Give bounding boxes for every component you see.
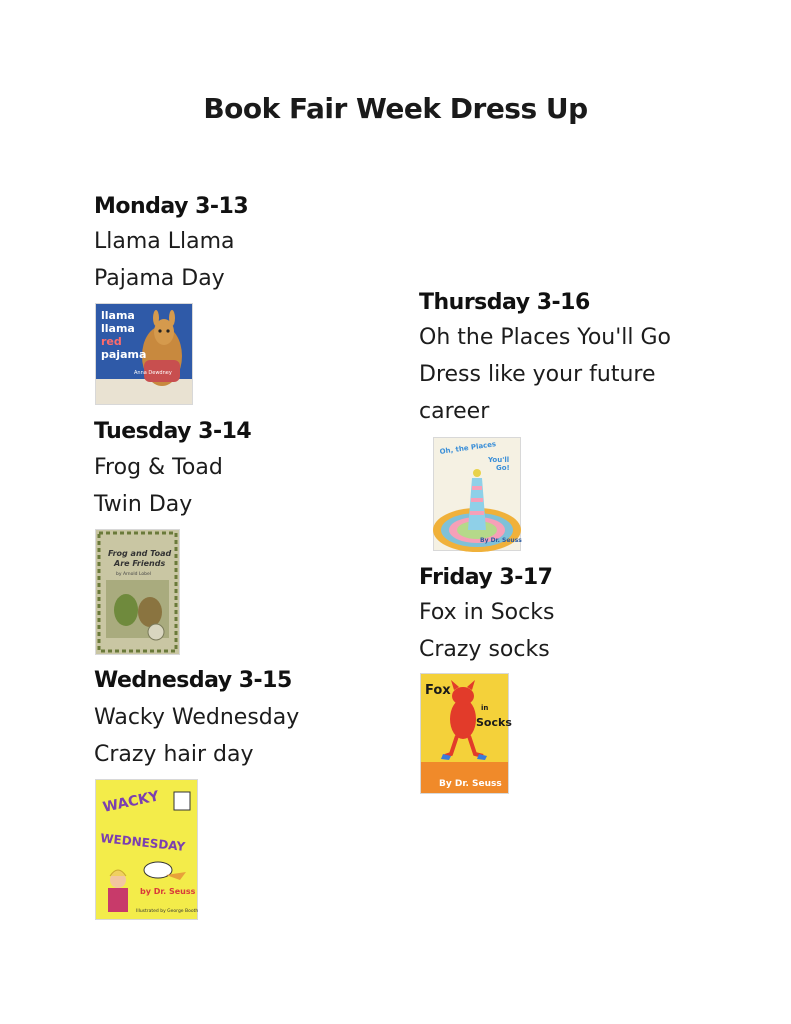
cover-text: Oh, the Places bbox=[439, 440, 497, 456]
day-heading-tuesday: Tuesday 3-14 bbox=[94, 419, 252, 444]
wacky-wednesday-cover bbox=[95, 779, 198, 920]
cover-text: llama bbox=[101, 322, 135, 335]
cover-author: By Dr. Seuss bbox=[439, 779, 502, 789]
thursday-theme-line-2: career bbox=[419, 399, 490, 424]
day-heading-wednesday: Wednesday 3-15 bbox=[94, 668, 292, 693]
tuesday-theme-line: Twin Day bbox=[94, 492, 193, 517]
cover-text: WEDNESDAY bbox=[99, 831, 186, 854]
cover-author: by Arnold Lobel bbox=[116, 572, 151, 577]
cover-text: You'll bbox=[488, 456, 510, 464]
cover-text: llama bbox=[101, 309, 135, 322]
thursday-theme-line: Dress like your future bbox=[419, 362, 656, 387]
frog-and-toad-are-friends-cover bbox=[95, 529, 180, 655]
friday-book-line: Fox in Socks bbox=[419, 600, 555, 625]
wednesday-book-line: Wacky Wednesday bbox=[94, 705, 300, 730]
cover-text: Frog and Toad bbox=[108, 549, 172, 558]
cover-illustrator: Illustrated by George Booth bbox=[136, 909, 199, 914]
cover-author: By Dr. Seuss bbox=[480, 537, 522, 544]
monday-book-line: Llama Llama bbox=[94, 229, 235, 254]
day-heading-friday: Friday 3-17 bbox=[419, 565, 553, 590]
cover-text: red bbox=[101, 335, 122, 348]
oh-the-places-youll-go-cover bbox=[433, 437, 521, 551]
cover-text: WACKY bbox=[101, 788, 161, 816]
cover-text: Are Friends bbox=[114, 559, 166, 568]
monday-theme-line: Pajama Day bbox=[94, 266, 225, 291]
llama-llama-red-pajama-cover bbox=[95, 303, 193, 405]
cover-text: pajama bbox=[101, 348, 147, 361]
day-heading-thursday: Thursday 3-16 bbox=[419, 290, 590, 315]
cover-text: Go! bbox=[496, 464, 510, 472]
cover-author: Anna Dewdney bbox=[134, 370, 172, 376]
tuesday-book-line: Frog & Toad bbox=[94, 455, 223, 480]
thursday-book-line: Oh the Places You'll Go bbox=[419, 325, 671, 350]
fox-in-socks-cover bbox=[420, 673, 512, 794]
wednesday-theme-line: Crazy hair day bbox=[94, 742, 254, 767]
day-heading-monday: Monday 3-13 bbox=[94, 194, 249, 219]
cover-text: Socks bbox=[476, 716, 512, 729]
cover-text: Fox bbox=[425, 683, 451, 698]
cover-author: by Dr. Seuss bbox=[140, 887, 196, 896]
page-title: Book Fair Week Dress Up bbox=[203, 92, 588, 125]
friday-theme-line: Crazy socks bbox=[419, 637, 550, 662]
cover-text: in bbox=[481, 704, 489, 712]
